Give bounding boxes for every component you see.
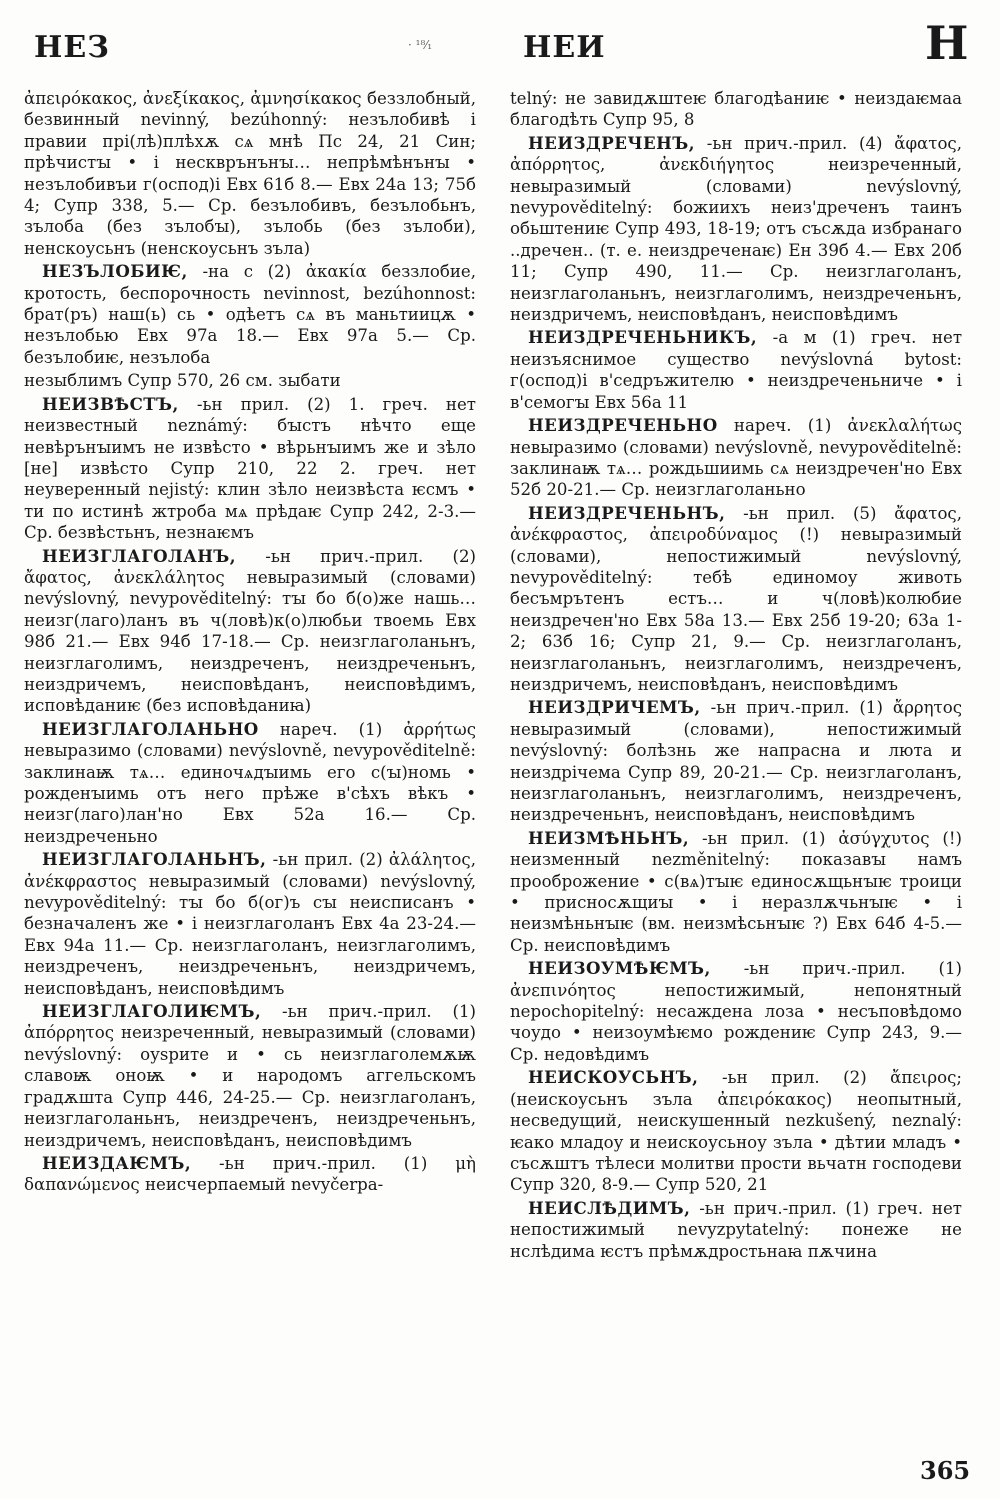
dictionary-entry — [510, 133, 962, 326]
dictionary-entry — [510, 327, 962, 413]
entry-text: -ьн прил. (5) ἄφατος, ἀνέκφραστος, ἀπειροδύναμος (!) невыразимый (словами), непостижимый nevýslovný, nevypověditelný: тебѣ единомоу животь бесъмрътенъ естъ… и ч(ловѣ)колюбие неиздречен'но Евх 58а 13.— Евх 25б 19-20; 63а 1-2; 63б 16; Супр 21, 9.— Ср. неизглаголанъ, неизглаголаньнъ, неизглаголимъ, неиздреченъ, неиздричемъ, неисповѣданъ, неисповѣдимъ — [510, 503, 962, 694]
entry-text: -ьн прил. (2) ἄπειρος; (неискоусьнъ зъла ἀπειρόκακος) неопытный, несведущий, неискушенный nezkušený, neznalý: ѥако младоу и неискоусьноу зъла • дѣтии младъ • съсѫштъ тѣлеси молитви прости вьчатн господеви Супр 320, 8-9.— Супр 520, 21 — [510, 1068, 962, 1195]
entry-headword: НЕИЗГЛАГОЛИѤМЪ, — [42, 1001, 262, 1022]
dictionary-entry — [510, 415, 962, 501]
entry-headword: НЕЗЪЛОБИѤ, — [42, 261, 188, 282]
entry-text: -ьн прич.-прил. (4) ἄφατος, ἀπόρρητος, ἀνεκδιήγητος неизреченный, невыразимый (словами) nevýslovný, nevypověditelný: божиихъ неиз'дреченъ таинъ обьштениѥ Супр 493, 18-19; отъ съсѫда избранаго ..дречен.. (т. е. неиздреченаѥ) Ен 39б 4.— Евх 20б 11; Супр 490, 11.— Ср. неизглаголанъ, неизглаголаньнъ, неизглаголимъ, неиздреченьнъ, неиздричемъ, неисповѣданъ, неисповѣдимъ — [510, 133, 962, 325]
entry-text: -ьн прич.-прил. (1) ἀπόρρητος неизреченный, невыразимый (словами) nevýslovný: оуѕрите и • сь неизглаголемѫѭ славоѭ оноѭ • и народомъ аггельскомъ градѫшта Супр 446, 24-25.— Ср. неизглаголанъ, неизглаголаньнъ, неиздреченъ, неиздреченьнъ, неиздричемъ, неисповѣданъ, неисповѣдимъ — [24, 1002, 476, 1150]
section-letter: Н — [925, 16, 969, 70]
dictionary-entry — [24, 261, 476, 368]
dictionary-entry — [510, 1067, 962, 1195]
dictionary-entry — [24, 88, 476, 259]
entry-text: -ьн прич.-прил. (1) ἄρρητος невыразимый (словами), непостижимый nevýslovný: болѣзнь же напрасна и люта и неиздрічема Супр 89, 20-21.— Ср. неизглаголанъ, неизглаголаньнъ, неизглаголимъ, неиздреченъ, неиздреченьнъ, неисповѣданъ, неисповѣдимъ — [510, 698, 962, 825]
entry-headword: НЕИЗОУМѢѤМЪ, — [528, 958, 711, 979]
entry-headword: НЕИСЛѢДИМЪ, — [528, 1197, 691, 1218]
dictionary-entry — [510, 1198, 962, 1262]
dictionary-entry — [24, 719, 476, 847]
entry-headword: НЕИЗДРЕЧЕНЪ, — [528, 132, 695, 153]
dictionary-entry — [510, 697, 962, 825]
entry-text: незыблимъ Супр 570, 26 см. зыбати — [24, 371, 341, 391]
dictionary-entry — [510, 88, 962, 131]
dictionary-entry — [24, 546, 476, 717]
entry-text: -ьн прич.-прил. (2) ἄφατος, ἀνεκλάλητος невыразимый (словами) nevýslovný, nevypověditelný: тꙑ бо б(о)же нашь… неизг(лаго)ланъ въ ч(ловѣ)к(о)любьи твоемь Евх 98б 21.— Евх 94б 17-18.— Ср. неизглаголаньнъ, неизглаголимъ, неиздреченъ, неиздреченьнъ, неиздричемъ, неисповѣданъ, неисповѣдимъ, исповѣданиѥ (без исповѣданиꙗ) — [24, 546, 476, 716]
running-head-center: НЕИ — [523, 30, 606, 65]
dictionary-entry — [24, 1001, 476, 1151]
entry-headword: НЕИЗГЛАГОЛАНЪ, — [42, 545, 237, 566]
entry-headword: НЕИЗДРЕЧЕНЬНО — [528, 415, 718, 436]
left-column — [24, 88, 476, 1458]
entry-headword: НЕИЗМѢНЬНЪ, — [528, 827, 690, 848]
dictionary-entry — [510, 828, 962, 956]
entry-text: -ьн прич.-прил. (1) ἀνεπινόητος непостижимый, непонятный nepochopitelný: несаждена лоза • несъповѣдомо чоудо • неизоумѣѥмо рождениѥ Супр 243, 9.— Ср. недовѣдимъ — [510, 959, 962, 1064]
page-number: 365 — [920, 1456, 971, 1485]
dictionary-entry — [24, 1153, 476, 1196]
right-column — [510, 88, 962, 1458]
entry-text: ἀπειρόκακος, ἀνεξίκακος, ἀμνησίκακος беззлобный, безвинный nevinný, bezúhonný: незълобивѣ і правии прі(лѣ)плѣхѫ сѧ мнѣ Пс 24, 21 Син; прѣчистꙑ • і нескврънънꙑ… непрѣмѣнънꙑ • незълобивъи г(оспод)і Евх 61б 8.— Евх 24а 13; 75б 4; Супр 338, 5.— Ср. безълобивъ, безълобьнъ, зълоба (без зълобꙑ), зълобь (без зълоби), ненскоусьнъ (ненскоусьнъ зъла) — [24, 89, 476, 258]
entry-text: -ьн прич.-прил. (1) μὴ δαπανώμενος неисчерпаемый nevyčerpa- — [24, 1153, 476, 1195]
entry-headword: НЕИЗВѢСТЪ, — [42, 393, 179, 414]
entry-text: -ьн прил. (2) 1. греч. нет неизвестный neznámý: бꙑстъ нѣчто еще невѣрънꙑимъ не извѣсто • вѣрьнꙑимъ же и зѣло [не] извѣсто Супр 210, 22 2. греч. нет неуверенный nejistý: клин зѣло неизвѣста ѥсмъ • ти по истинѣ жтроба мѧ прѣдаѥ Супр 242, 2-3.— Ср. безвѣстьнъ, незнаѥмъ — [24, 394, 476, 543]
printer-mark: · ¹⁸⁄₁ — [408, 38, 433, 52]
entry-text: нареч. (1) ἀνεκλαλήτως невыразимо (словами) nevýslovně, nevypověditelně: заклинаѭ тѧ… рождьшиимь сѧ неиздречен'но Евх 52б 20-21.— Ср. неизглаголаньно — [510, 416, 962, 500]
entry-text: -ьн прил. (2) ἀλάλητος, ἀνέκφραστος невыразимый (словами) nevýslovný, nevypověditelný: тꙑ бо б(ог)ъ сꙑ неисписанъ • безначаленъ же • і неизглаголанъ Евх 4а 23-24.— Евх 94а 11.— Ср. неизглаголанъ, неизглаголимъ, неиздреченъ, неиздреченьнъ, неиздричемъ, неисповѣданъ, неисповѣдимъ — [24, 850, 476, 998]
entry-text: telný: не завидѫштеѥ благодѣаниѥ • неиздаѥмаа благодѣть Супр 95, 8 — [510, 89, 962, 130]
entry-headword: НЕИЗГЛАГОЛАНЬНЪ, — [42, 849, 267, 870]
dictionary-entry — [510, 958, 962, 1065]
dictionary-entry — [510, 503, 962, 696]
entry-headword: НЕИСКОУСЬНЪ, — [528, 1067, 699, 1088]
entry-headword: НЕИЗДРЕЧЕНЬНЪ, — [528, 502, 726, 523]
entry-headword: НЕИЗДАѤМЪ, — [42, 1152, 192, 1173]
entry-text: -ьн прил. (1) ἀσύγχυτος (!) неизменный nezměnitelný: показавꙑ намъ прооброжение • с(вѧ)тꙑѥ единосѫщьнꙑѥ троици • присносѫщиꙑ • і неразлѫчьнꙑѥ • і неизмѣньнꙑѥ (вм. неизмѣсьнꙑѥ ?) Евх 64б 4-5.— Ср. неисповѣдимъ — [510, 828, 962, 955]
dictionary-entry — [24, 849, 476, 999]
entry-headword: НЕИЗГЛАГОЛАНЬНО — [42, 718, 259, 739]
running-head-left: НЕЗ — [34, 30, 110, 65]
entry-text: -ьн прич.-прил. (1) греч. нет непостижимый nevyzpytatelný: понеже не нслѣдима ѥстъ прѣмѫдростьнаꙗ пѫчина — [510, 1198, 962, 1261]
entry-text: -а м (1) греч. нет неизъяснимое существо nevýslovná bytost: г(оспод)і в'седръжителю • неиздреченьниче • і в'семогꙑ Евх 56а 11 — [510, 328, 962, 412]
entry-headword: НЕИЗДРИЧЕМЪ, — [528, 697, 701, 718]
entry-text: -на с (2) ἀκακία беззлобие, кротость, беспорочность nevinnost, bezúhonnost: брат(ръ) наш(ь) сь • одѣетъ сѧ въ маньтиицѫ • незълобью Евх 97а 18.— Евх 97а 5.— Ср. безълобиѥ, незълоба — [24, 262, 476, 367]
dictionary-entry — [24, 394, 476, 544]
entry-text: нареч. (1) ἀρρήτως невыразимо (словами) nevýslovně, nevypověditelně: заклинаѭ тѧ… единочѧдꙑимь его с(ꙑ)номь • рожденꙑимь отъ него прѣже в'сѣхъ вѣкъ • неизг(лаго)лан'но Евх 52а 16.— Ср. неиздреченьно — [24, 719, 476, 846]
entry-headword: НЕИЗДРЕЧЕНЬНИКЪ, — [528, 327, 758, 348]
dictionary-entry — [24, 370, 476, 391]
